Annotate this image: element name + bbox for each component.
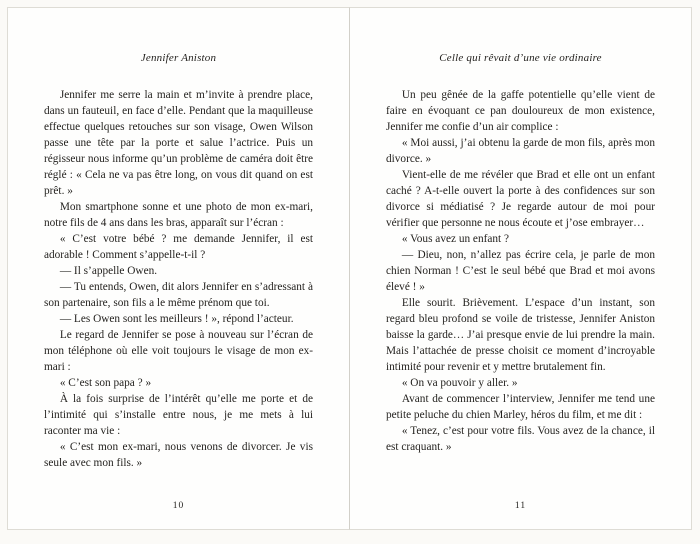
paragraph: À la fois surprise de l’intérêt qu’elle me porte et de l’intimité qui s’installe entre nous, je me mets à lui raconter ma vie : (44, 393, 313, 437)
right-page (349, 7, 692, 530)
paragraph: « On va pouvoir y aller. » (401, 377, 518, 389)
paragraph: « C’est votre bébé ? me demande Jennifer, il est adorable ! Comment s’appelle-t-il ? (44, 233, 313, 261)
paragraph: « Tenez, c’est pour votre fils. Vous avez de la chance, il est craquant. » (386, 425, 655, 453)
paragraph: Le regard de Jennifer se pose à nouveau sur l’écran de mon téléphone où elle voit toujours le visage de mon ex-mari : (44, 329, 313, 373)
paragraph: « C’est mon ex-mari, nous venons de divorcer. Je vis seule avec mon fils. » (44, 441, 313, 469)
left-running-head: Jennifer Aniston (140, 52, 217, 64)
right-page-body (386, 87, 655, 495)
paragraph: Jennifer me serre la main et m’invite à prendre place, dans un fauteuil, en face d’elle. Pendant que la maquilleuse effectue quelques retouches sur son visage, Owen Wilson passe une tête par la porte et salue l’actrice. Puis un régisseur nous informe qu’un problème de caméra doit être réglé : « Cela ne va pas être long, on vous dit quand on est prêt. » (44, 89, 313, 197)
paragraph: — Il s’appelle Owen. (59, 265, 158, 277)
right-page-number: 11 (514, 501, 527, 511)
paragraph: « Vous avez un enfant ? (401, 233, 510, 245)
paragraph: Avant de commencer l’interview, Jennifer me tend une petite peluche du chien Marley, héros du film, et me dit : (386, 393, 655, 421)
paragraph: — Les Owen sont les meilleurs ! », répond l’acteur. (59, 313, 294, 325)
paragraph: Mon smartphone sonne et une photo de mon ex-mari, notre fils de 4 ans dans les bras, apparaît sur l’écran : (44, 201, 313, 229)
left-page-number: 10 (172, 501, 185, 511)
book-spread (7, 7, 693, 530)
paragraph: Vient-elle de me révéler que Brad et elle ont un enfant caché ? A-t-elle ouvert la porte à des confidences sur son divorce si médiatisé ? Je regarde autour de moi pour vérifier que personne ne nous écoute et j’ose embrayer… (386, 169, 655, 229)
right-running-head: Celle qui rêvait d’une vie ordinaire (439, 52, 602, 64)
paragraph: Un peu gênée de la gaffe potentielle qu’elle vient de faire en évoquant ce pan douloureux de mon existence, Jennifer me confie d’un air complice : (386, 89, 655, 133)
paragraph: « C’est son papa ? » (59, 377, 152, 389)
paragraph: — Dieu, non, n’allez pas écrire cela, je parle de mon chien Norman ! C’est le seul bébé que Brad et moi avons élevé ! » (386, 249, 655, 293)
left-page-body (44, 87, 313, 495)
paragraph: — Tu entends, Owen, dit alors Jennifer en s’adressant à son partenaire, son fils a le même prénom que toi. (44, 281, 313, 309)
paragraph: Elle sourit. Brièvement. L’espace d’un instant, son regard bleu profond se voile de tristesse, Jennifer Aniston baisse la garde… J’ai presque envie de lui prendre la main. Mais l’attachée de presse choisit ce moment d’incroyable intimité pour revenir et y mettre brutalement fin. (386, 297, 655, 373)
left-page (7, 7, 350, 530)
paragraph: « Moi aussi, j’ai obtenu la garde de mon fils, après mon divorce. » (386, 137, 655, 165)
